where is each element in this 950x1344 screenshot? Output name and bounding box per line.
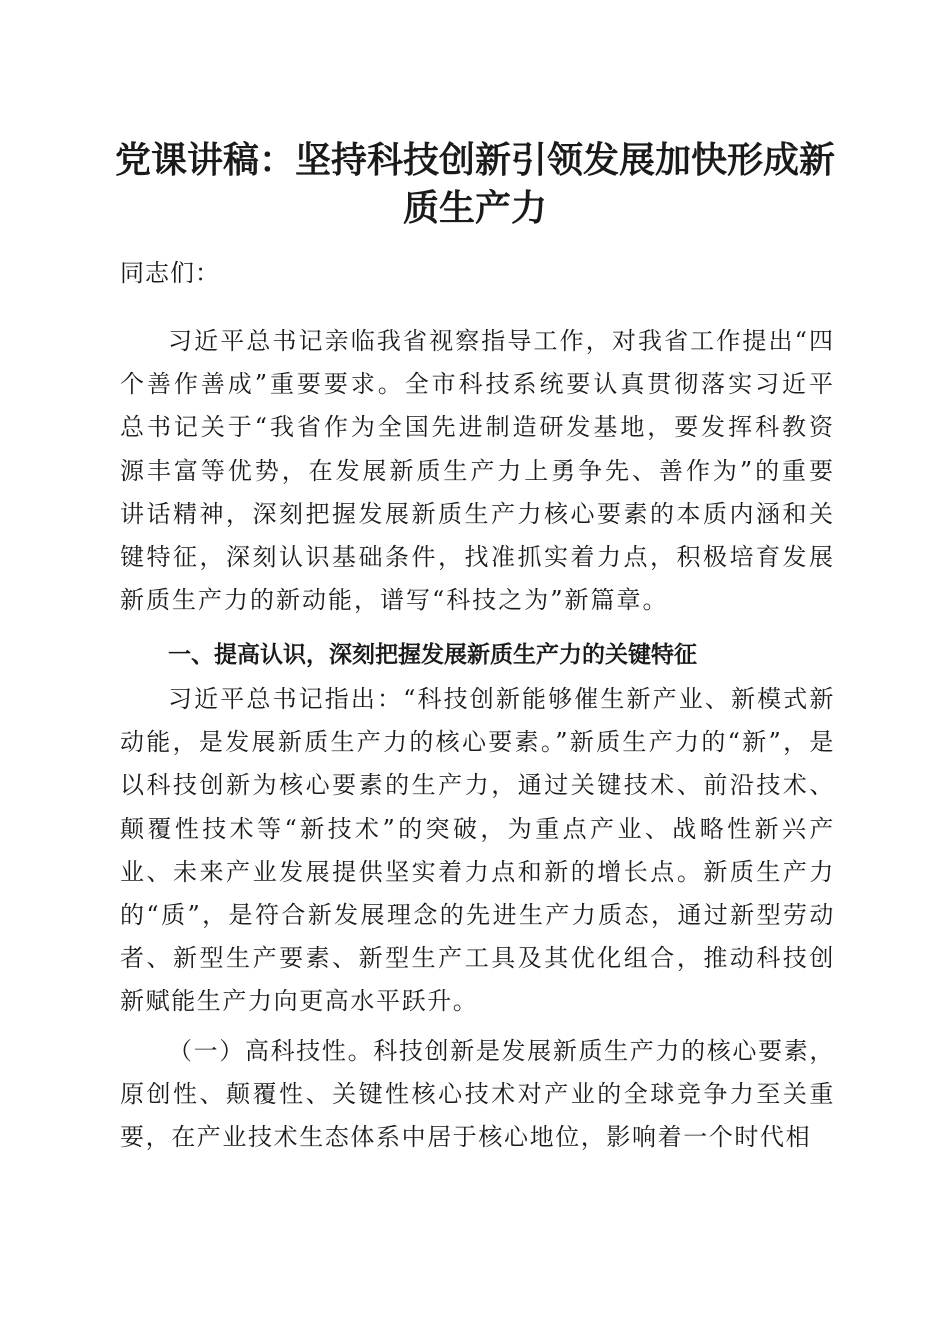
document-title-line-2: 质生产力 bbox=[402, 188, 547, 229]
salutation: 同志们： bbox=[120, 259, 220, 287]
paragraph-intro: 习近平总书记亲临我省视察指导工作，对我省工作提出“四个善作善成”重要要求。全市科技系统要认真贯彻落实习近平总书记关于“我省作为全国先进制造研发基地，要发挥科教资源丰富等优势，在发展新质生产力上勇争先、善作为”的重要讲话精神，深刻把握发展新质生产力核心要素的本质内涵和关键特征，深刻认识基础条件，找准抓实着力点，积极培育发展新质生产力的新动能，谱写“科技之为”新篇章。 bbox=[120, 327, 835, 615]
paragraph-section-1: 习近平总书记指出：“科技创新能够催生新产业、新模式新动能，是发展新质生产力的核心要素。”新质生产力的“新”，是以科技创新为核心要素的生产力，通过关键技术、前沿技术、颠覆性技术等“新技术”的突破，为重点产业、战略性新兴产业、未来产业发展提供坚实着力点和新的增长点。新质生产力的“质”，是符合新发展理念的先进生产力质态，通过新型劳动者、新型生产要素、新型生产工具及其优化组合，推动科技创新赋能生产力向更高水平跃升。 bbox=[120, 685, 835, 1016]
subsection-body: 科技创新是发展新质生产力的核心要素，原创性、颠覆性、关键性核心技术对产业的全球竞争力至关重要，在产业技术生态体系中居于核心地位，影响着一个时代相 bbox=[120, 1037, 835, 1152]
document-title-line-1: 党课讲稿：坚持科技创新引领发展加快形成新 bbox=[114, 140, 835, 181]
subsection-heading: （一）高科技性。 bbox=[168, 1037, 374, 1065]
paragraph-subsection-1 bbox=[120, 1030, 835, 1160]
section-heading-1: 一、提高认识，深刻把握发展新质生产力的关键特征 bbox=[168, 642, 697, 668]
